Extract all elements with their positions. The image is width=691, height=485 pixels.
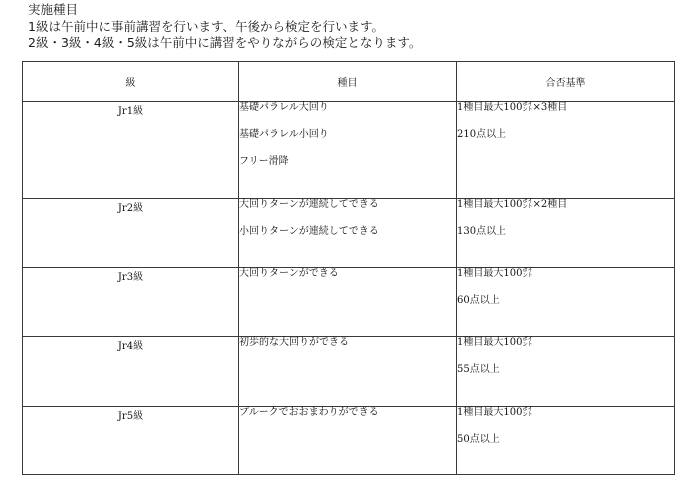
item-text: 基礎パラレル大回り (239, 102, 329, 113)
section-title: 実施種目 (28, 2, 79, 17)
criteria-text: 60点以上 (457, 295, 500, 306)
header-items: 種目 (239, 62, 457, 102)
criteria-text: 1種目最大100㌽×3種目 (457, 102, 568, 113)
criteria-text: 1種目最大100㌽ (457, 268, 533, 279)
criteria-cell (457, 199, 675, 268)
items-cell (239, 268, 457, 337)
item-text: 大回りターンが連続してできる (239, 199, 379, 210)
criteria-cell (457, 337, 675, 407)
criteria-text: 130点以上 (457, 226, 507, 237)
criteria-text: 1種目最大100㌽×2種目 (457, 199, 568, 210)
header-criteria: 合否基準 (457, 62, 675, 102)
criteria-cell (457, 407, 675, 475)
grade-cell: Jr1級 (23, 102, 239, 199)
criteria-cell (457, 268, 675, 337)
criteria-cell (457, 102, 675, 199)
grade-cell: Jr5級 (23, 407, 239, 475)
item-text: 初歩的な大回りができる (239, 337, 349, 348)
criteria-text: 55点以上 (457, 364, 500, 375)
intro-text-block (28, 2, 421, 52)
item-text: 小回りターンが連続してできる (239, 226, 379, 237)
grade-cell: Jr3級 (23, 268, 239, 337)
criteria-text: 50点以上 (457, 434, 500, 445)
items-cell (239, 102, 457, 199)
criteria-text: 210点以上 (457, 129, 507, 140)
table-header-row (23, 62, 675, 102)
criteria-text: 1種目最大100㌽ (457, 407, 533, 418)
header-grade: 級 (23, 62, 239, 102)
items-cell (239, 407, 457, 475)
criteria-text: 1種目最大100㌽ (457, 337, 533, 348)
items-cell (239, 199, 457, 268)
item-text: 基礎パラレル小回り (239, 129, 329, 140)
grade-cell: Jr4級 (23, 337, 239, 407)
item-text: プルークでおおまわりができる (239, 407, 379, 418)
intro-line-1: 1級は午前中に事前講習を行います、午後から検定を行います。 (28, 18, 384, 34)
intro-line-2: 2級・3級・4級・5級は午前中に講習をやりながらの検定となります。 (28, 35, 422, 50)
grade-cell: Jr2級 (23, 199, 239, 268)
items-cell (239, 337, 457, 407)
table-row (23, 199, 675, 268)
item-text: フリー滑降 (239, 156, 289, 167)
table-row (23, 337, 675, 407)
table-row (23, 268, 675, 337)
item-text: 大回りターンができる (239, 268, 339, 279)
grade-table (22, 61, 675, 475)
table-row (23, 407, 675, 475)
table-row (23, 102, 675, 199)
